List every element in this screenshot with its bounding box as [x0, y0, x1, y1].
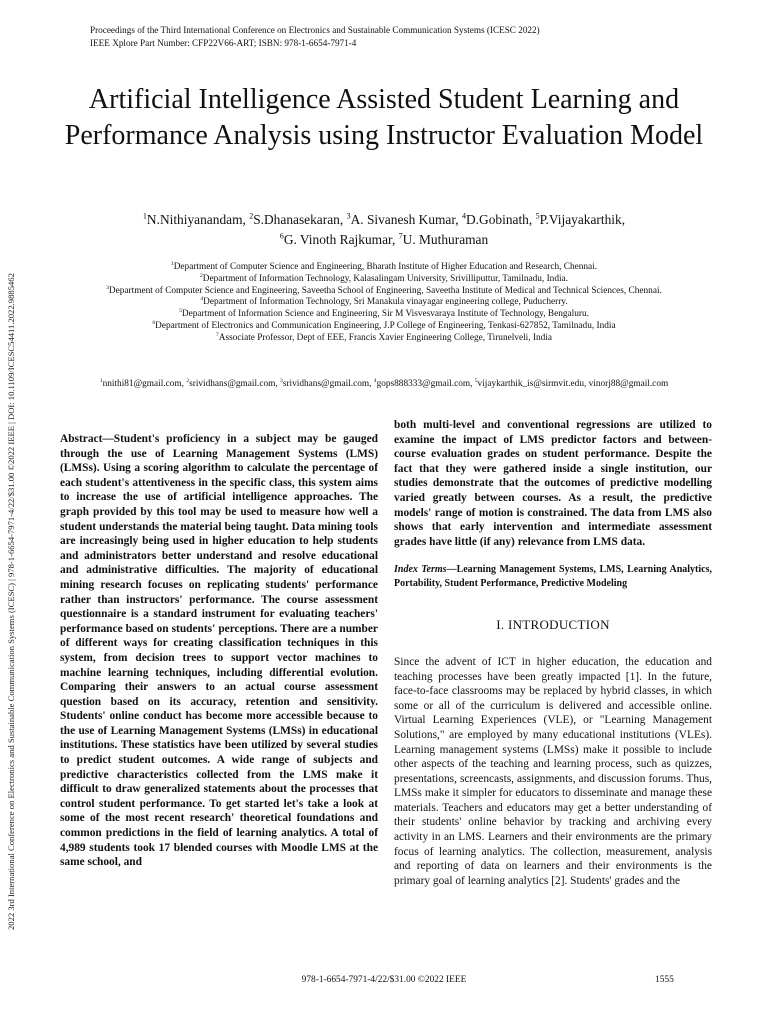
author-name: A. Sivanesh Kumar,: [350, 212, 462, 227]
affiliation-list: [90, 262, 678, 345]
affiliation: [90, 274, 678, 286]
email-text: nnithi81@gmail.com,: [102, 379, 187, 389]
paper-title: Artificial Intelligence Assisted Student Learning and Performance Analysis using Instructor Evaluation Model: [64, 84, 704, 151]
abstract-continued: both multi-level and conventional regressions are utilized to examine the impact of LMS predictor factors and between-course evaluation grades on student performance. Despite the fact that they were gathered inside a single institution, our studies demonstrate that the outcomes of predictive modelling varied greatly between courses. As a result, the predictive models' range of motion is constrained. The data from LMS also shows that early intervention and intermediate assessment grades have little (if any) relevance from LMS data.: [394, 419, 712, 548]
introduction-paragraph: Since the advent of ICT in higher education, the education and teaching processes have been greatly impacted [1]. In the future, face-to-face classrooms may be replaced by hybrid classes, in which some or all of the curriculum is delivered and accessible online. Virtual Learning Experiences (VLE), or "Learning Management Solutions," are employed by many educational institutions (VLEs). Learning management systems (LMSs) make it possible to include other aspects of the teaching and learning process, such as quizzes, presentations, screencasts, assignments, and discussion forums. Thus, LMSs make it simpler for educators to disseminate and manage these materials. Teachers and educators may get a better understanding of their students' online behavior by tracking and archiving every activity in an LMS. Learners and their environments are the primary focus of learning analytics. The collection, measurement, analysis and reporting of data on learners and their environments is the primary goal of learning analytics [2]. Students' grades and the: [394, 655, 712, 887]
affiliation-sup: 5: [179, 308, 182, 315]
affiliation-text: Associate Professor, Dept of EEE, Francis Xavier Engineering College, Tirunelveli, India: [218, 332, 552, 343]
affiliation-sup: 7: [215, 331, 219, 338]
doi-sidebar: 2022 3rd International Conference on Electronics and Sustainable Communication Systems (ICESC) | 978-1-6654-7971-4/22/$31.00 ©2022 IEEE | DOI: 10.1109/ICESC54411.2022.9885462: [6, 273, 16, 930]
section-heading-introduction: I. INTRODUCTION: [496, 617, 610, 633]
affiliation: [90, 286, 678, 298]
right-column: [394, 418, 712, 888]
author-sup: 7: [398, 231, 403, 241]
affiliation: [90, 333, 678, 345]
author-sup: 4: [462, 211, 467, 221]
author-name: P.Vijayakarthik,: [539, 212, 626, 227]
affiliation: [90, 309, 678, 321]
email-text: vinorj88@gmail.com: [588, 379, 669, 389]
author-name: G. Vinoth Rajkumar,: [283, 232, 399, 247]
affiliation-text: Department of Electronics and Communication Engineering, J.P College of Engineering, Tenkasi-627852, Tamilnadu, India: [155, 320, 616, 331]
affiliation-sup: 4: [200, 296, 204, 303]
affiliation-text: Department of Information Technology, Kalasalingam University, Srivilliputtur, Tamilnadu, India.: [202, 273, 568, 284]
email-sup: 4: [373, 377, 377, 384]
email-text: srividhans@gmail.com,: [282, 379, 374, 389]
affiliation: [90, 262, 678, 274]
author-sup: 6: [279, 231, 284, 241]
affiliation-sup: 1: [170, 260, 174, 267]
author-name: D.Gobinath,: [466, 212, 536, 227]
author-name: S.Dhanasekaran,: [253, 212, 347, 227]
email-sup: 3: [280, 377, 283, 384]
affiliation-text: Department of Computer Science and Engineering, Saveetha School of Engineering, Saveetha Institute of Medical and Technical Sciences, Chennai.: [108, 285, 662, 296]
author-name: N.Nithiyanandam,: [146, 212, 250, 227]
author-list: [80, 210, 688, 250]
affiliation: [90, 321, 678, 333]
affiliation-sup: 6: [152, 319, 156, 326]
author-sup: 3: [346, 211, 351, 221]
email-sup: 5: [474, 377, 478, 384]
email-text: srividhans@gmail.com,: [189, 379, 281, 389]
index-terms-label: Index Terms: [394, 564, 447, 576]
conference-header-line2: IEEE Xplore Part Number: CFP22V66-ART; ISBN: 978-1-6654-7971-4: [90, 38, 357, 48]
author-line-1: [80, 210, 688, 230]
email-list: [90, 379, 678, 391]
affiliation-text: Department of Information Science and Engineering, Sir M Visvesvaraya Institute of Technology, Bengaluru.: [181, 309, 589, 320]
affiliation-text: Department of Information Technology, Sri Manakula vinayagar engineering college, Puducherry.: [203, 297, 568, 308]
email-text: gops888333@gmail.com,: [376, 379, 475, 389]
affiliation-sup: 3: [106, 284, 109, 291]
author-sup: 2: [249, 211, 254, 221]
left-column: [60, 432, 378, 870]
affiliation-sup: 2: [199, 272, 203, 279]
abstract: Abstract—Student's proficiency in a subject may be gauged through the use of Learning Management Systems (LMS) (LMSs). Using a scoring algorithm to calculate the percentage of each student's attentiveness in the specific class, this system aims to increase the use of artificial intelligence approaches. The graph provided by this tool may be used to measure how well a student understands the material being taught. Data mining tools are increasingly being used in higher education to help students and administrators better understand and resolve educational and administrative difficulties. The majority of educational mining research focuses on replicating students' performance rather than instructors' performance. The course assessment questionnaire is a standard instrument for evaluating teachers' performance based on students' perceptions. There are a number of different ways for creating classification techniques in this system, from decision trees to support vector machines to machine learning techniques, including differential evolution. Comparing their answers to an actual course assessment question based on its accuracy, retention and sensitivity. Students' online conduct has become more accessible because to the use of Learning Management Systems (LMSs) in educational institutions. These statistics have been utilized by several studies to predict student outcomes. A wide range of subjects and predictive characteristics collected from the LMS make it difficult to draw generalized statements about the processes that control student performance. To get started let's take a look at some of the most recent research' theoretical foundations and common predictions in the field of learning analytics. A total of 4,989 students took 17 blended courses with Moodle LMS at the same school, and: [60, 433, 378, 869]
copyright-footer: 978-1-6654-7971-4/22/$31.00 ©2022 IEEE: [301, 975, 467, 985]
author-sup: 1: [142, 211, 147, 221]
email-sup: 1: [99, 377, 103, 384]
conference-header-line1: Proceedings of the Third International Conference on Electronics and Sustainable Communication Systems (ICESC 2022): [90, 25, 540, 35]
index-terms-text: —Learning Management Systems, LMS, Learning Analytics, Portability, Student Performance, Predictive Modeling: [394, 564, 712, 589]
author-name: U. Muthuraman: [402, 232, 489, 247]
email-sup: 2: [186, 377, 190, 384]
index-terms: [394, 563, 712, 590]
author-sup: 5: [535, 211, 540, 221]
page-number: 1555: [655, 975, 674, 985]
author-line-2: [80, 230, 688, 250]
affiliation-text: Department of Computer Science and Engineering, Bharath Institute of Higher Education and Research, Chennai.: [173, 262, 598, 272]
conference-header: [90, 24, 540, 50]
email-text: vijaykarthik_is@sirmvit.edu,: [477, 379, 589, 389]
